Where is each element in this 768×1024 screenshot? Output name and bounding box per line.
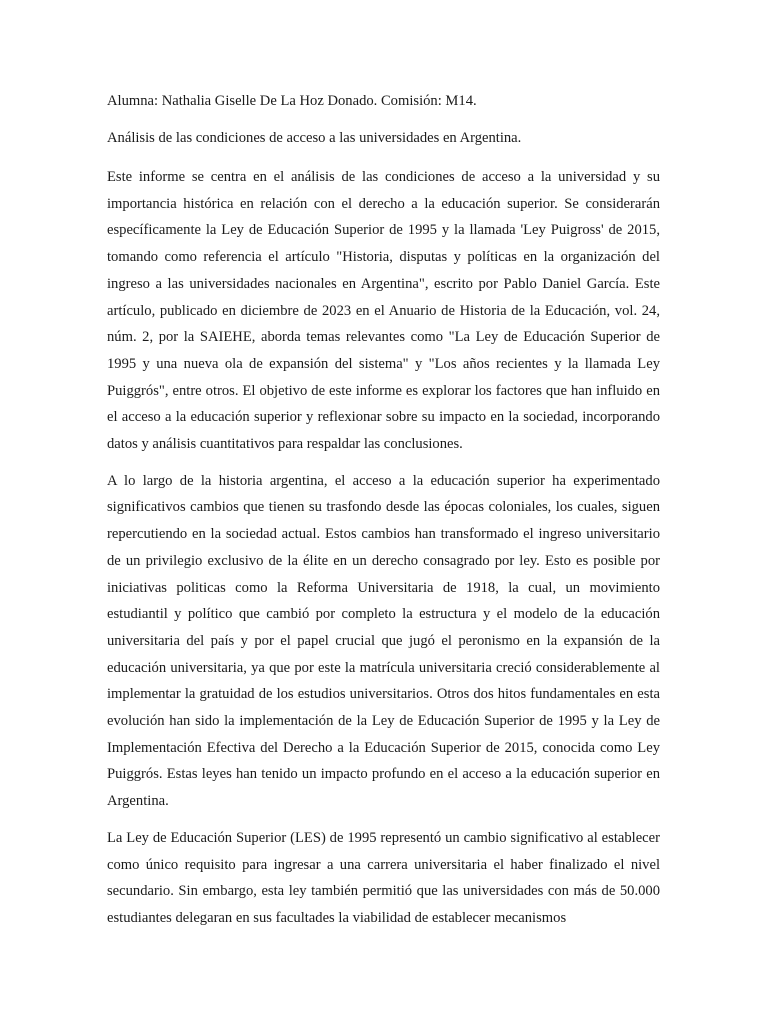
paragraph-les-1995: La Ley de Educación Superior (LES) de 1995 representó un cambio significativo al establecer como único requisito para ingresar a una carrera universitaria el haber finalizado el nivel secundario. Sin embargo, esta ley también permitió que las universidades con más de 50.000 estudiantes delegaran en sus facultades la viabilidad de establecer mecanismos (107, 829, 660, 926)
paragraph-history: A lo largo de la historia argentina, el acceso a la educación superior ha experimentado significativos cambios que tienen su trasfondo desde las épocas coloniales, los cuales, siguen repercutiendo en la sociedad actual. Estos cambios han transformado el ingreso universitario de un privilegio exclusivo de la élite en un derecho consagrado por ley. Esto es posible por iniciativas politicas como la Reforma Universitaria de 1918, la cual, un movimiento estudiantil y político que cambió por completo la estructura y el modelo de la educación universitaria del país y por el papel crucial que jugó el peronismo en la expansión de la educación universitaria, ya que por este la matrícula universitaria creció considerablemente al implementar la gratuidad de los estudios universitarios. Otros dos hitos fundamentales en esta evolución han sido la implementación de la Ley de Educación Superior de 1995 y la Ley de Implementación Efectiva del Derecho a la Educación Superior de 2015, conocida como Ley Puiggrós. Estas leyes han tenido un impacto profundo en el acceso a la educación superior en Argentina. (107, 472, 660, 810)
paragraph-introduction: Este informe se centra en el análisis de las condiciones de acceso a la universidad y su importancia histórica en relación con el derecho a la educación superior. Se considerarán específicamente la Ley de Educación Superior de 1995 y la llamada 'Ley Puigross' de 2015, tomando como referencia el artículo "Historia, disputas y políticas en la organización del ingreso a las universidades nacionales en Argentina", escrito por Pablo Daniel García. Este artículo, publicado en diciembre de 2023 en el Anuario de Historia de la Educación, vol. 24, núm. 2, por la SAIEHE, aborda temas relevantes como "La Ley de Educación Superior de 1995 y una nueva ola de expansión del sistema" y "Los años recientes y la llamada Ley Puiggrós", entre otros. El objetivo de este informe es explorar los factores que han influido en el acceso a la educación superior y reflexionar sobre su impacto en la sociedad, incorporando datos y análisis cuantitativos para respaldar las conclusiones. (107, 169, 660, 453)
student-header-line: Alumna: Nathalia Giselle De La Hoz Donado. Comisión: M14. (107, 93, 477, 109)
document-title: Análisis de las condiciones de acceso a las universidades en Argentina. (107, 130, 522, 146)
document-body (107, 90, 660, 942)
